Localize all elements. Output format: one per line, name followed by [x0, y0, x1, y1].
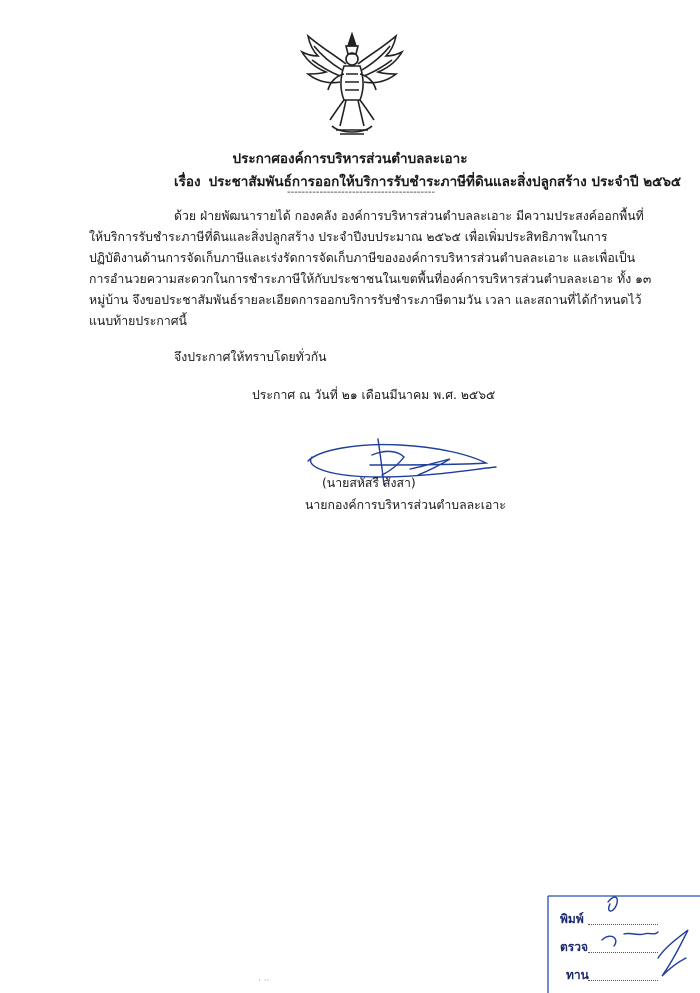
title-divider: ----------------------------------------- [287, 187, 435, 198]
announcement-title: ประกาศองค์การบริหารส่วนตำบลละเอาะ [232, 151, 468, 167]
body-line-4: การอำนวยความสะดวกในการชำระภาษีให้กับประชาชนในเขตพื้นที่องค์การบริหารส่วนตำบลละเอาะ ทั้ง ๑๓ [89, 272, 652, 286]
stamp-checked-line [588, 952, 658, 953]
closing-text: จึงประกาศให้ทราบโดยทั่วกัน [174, 350, 327, 364]
subject-label: เรื่อง [174, 174, 201, 190]
stamp-typed-line [588, 924, 658, 925]
garuda-emblem-icon [296, 30, 408, 142]
scan-speck: · ·· [258, 976, 270, 986]
stamp-verified-label: ทาน [566, 968, 589, 982]
stamp-typed-label: พิมพ์ [560, 912, 584, 926]
body-line-6: แนบท้ายประกาศนี้ [89, 314, 187, 328]
announcement-date: ประกาศ ณ วันที่ ๒๑ เดือนมีนาคม พ.ศ. ๒๕๖๕ [252, 388, 496, 402]
subject-text: ประชาสัมพันธ์การออกให้บริการรับชำระภาษีที่ดินและสิ่งปลูกสร้าง ประจำปี ๒๕๖๕ [208, 174, 682, 190]
body-line-5: หมู่บ้าน จึงขอประชาสัมพันธ์รายละเอียดการออกบริการรับชำระภาษีตามวัน เวลา และสถานที่ได้กำหนดไว้ [89, 293, 642, 307]
stamp-checked-label: ตรวจ [560, 940, 589, 954]
stamp-verified-line [588, 980, 658, 981]
body-line-1: ด้วย ฝ่ายพัฒนารายได้ กองคลัง องค์การบริหารส่วนตำบลละเอาะ มีความประสงค์ออกพื้นที่ [174, 209, 644, 223]
signatory-position: นายกองค์การบริหารส่วนตำบลละเอาะ [305, 498, 506, 512]
signatory-name: (นายสหัสรี สังสา) [322, 476, 416, 490]
body-line-3: ปฏิบัติงานด้านการจัดเก็บภาษีและเร่งรัดการจัดเก็บภาษีขององค์การบริหารส่วนตำบลละเอาะ และเพื่อเป็น [89, 251, 636, 265]
body-line-2: ให้บริการรับชำระภาษีที่ดินและสิ่งปลูกสร้าง ประจำปีงบประมาณ ๒๕๖๕ เพื่อเพิ่มประสิทธิภาพในการ [89, 230, 608, 244]
